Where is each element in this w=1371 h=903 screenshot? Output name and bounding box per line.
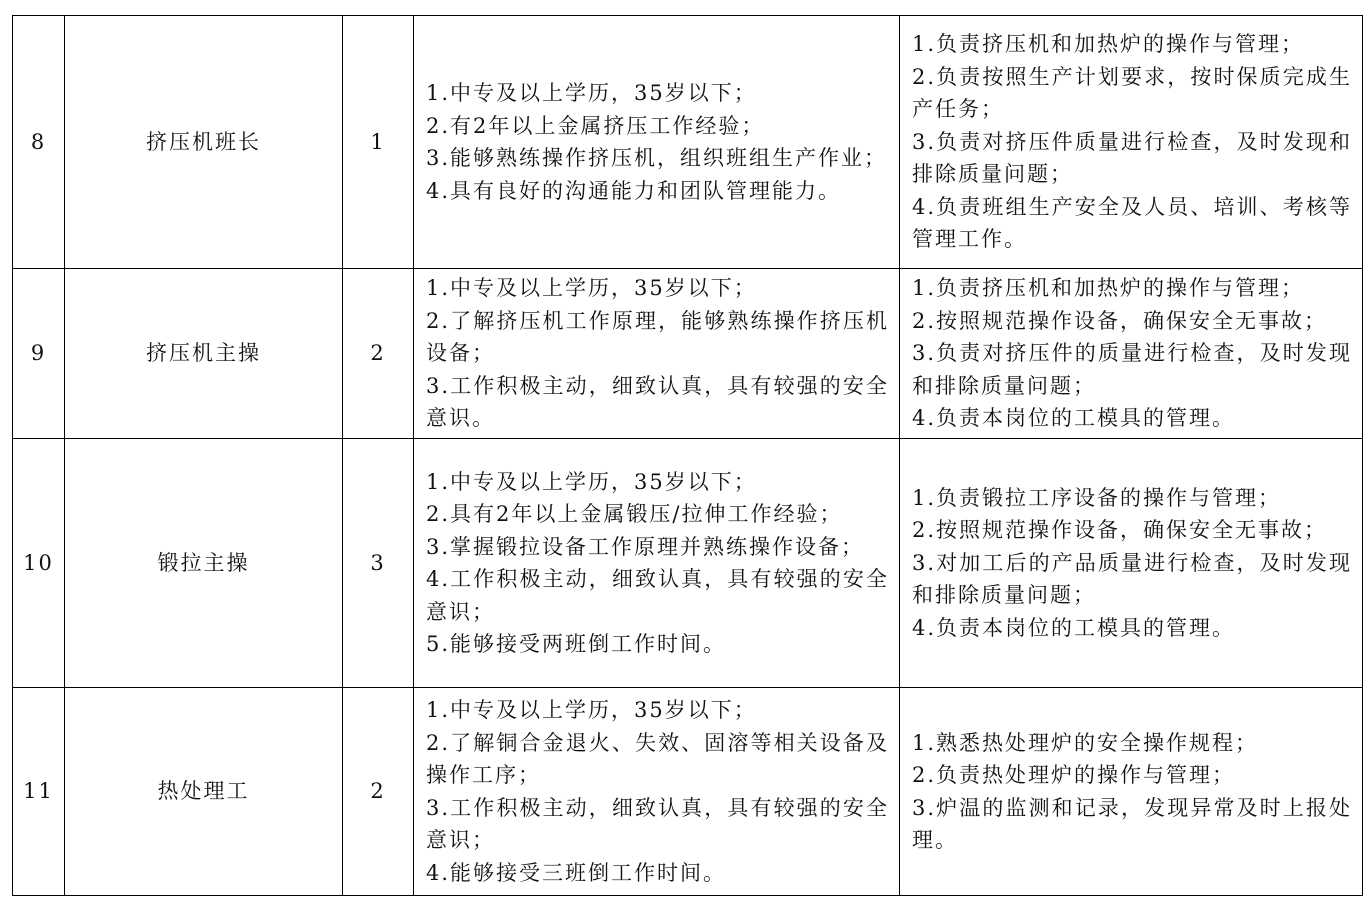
requirements-cell [414,16,900,269]
duty-item: 1.负责锻拉工序设备的操作与管理； [912,485,1282,510]
job-requirements-table [12,15,1363,896]
requirement-item: 3.工作积极主动，细致认真，具有较强的安全意识； [426,795,889,852]
duty-item: 2.按照规范操作设备，确保安全无事故； [912,308,1328,333]
requirements-cell [414,688,900,896]
requirement-item: 1.中专及以上学历，35岁以下； [426,276,757,301]
duties-cell [900,269,1363,439]
requirement-item: 4.能够接受三班倒工作时间。 [426,860,727,885]
table-row [13,688,1363,896]
duty-item: 1.负责挤压机和加热炉的操作与管理； [912,32,1305,57]
duty-item: 2.负责热处理炉的操作与管理； [912,763,1236,787]
row-number: 11 [13,688,65,896]
headcount: 2 [343,269,414,439]
table-row [13,439,1363,688]
duty-item: 2.按照规范操作设备，确保安全无事故； [912,518,1328,543]
table-row [13,16,1363,269]
duties-cell [900,439,1363,688]
requirement-item: 3.工作积极主动，细致认真，具有较强的安全意识。 [426,373,889,431]
duty-item: 3.对加工后的产品质量进行检查，及时发现和排除质量问题； [912,550,1352,608]
requirement-item: 4.具有良好的沟通能力和团队管理能力。 [426,178,842,203]
headcount: 2 [343,688,414,896]
table-body [13,16,1363,896]
headcount: 1 [343,16,414,269]
duty-item: 2.负责按照生产计划要求，按时保质完成生产任务； [912,64,1352,122]
duty-item: 4.负责本岗位的工模具的管理。 [912,406,1236,431]
row-number: 10 [13,439,65,688]
duty-item: 1.熟悉热处理炉的安全操作规程； [912,730,1259,755]
requirements-cell [414,269,900,439]
requirements-cell [414,439,900,688]
duty-item: 3.炉温的监测和记录，发现异常及时上报处理。 [912,795,1352,852]
row-number: 9 [13,269,65,439]
duties-cell [900,16,1363,269]
row-number: 8 [13,16,65,269]
duty-item: 4.负责班组生产安全及人员、培训、考核等管理工作。 [912,194,1352,252]
requirement-item: 3.掌握锻拉设备工作原理并熟练操作设备； [426,534,865,559]
job-table-container [12,15,1363,896]
job-title: 热处理工 [65,688,343,896]
job-title: 挤压机主操 [65,269,343,439]
duty-item: 1.负责挤压机和加热炉的操作与管理； [912,276,1305,301]
table-row [13,269,1363,439]
requirement-item: 1.中专及以上学历，35岁以下； [426,469,757,494]
requirement-item: 2.有2年以上金属挤压工作经验； [426,113,765,138]
duty-item: 3.负责对挤压件质量进行检查，及时发现和排除质量问题； [912,129,1352,187]
headcount: 3 [343,439,414,688]
duties-cell [900,688,1363,896]
requirement-item: 2.了解挤压机工作原理，能够熟练操作挤压机设备； [426,308,889,366]
job-title: 挤压机班长 [65,16,343,269]
requirement-item: 1.中专及以上学历，35岁以下； [426,698,757,722]
requirement-item: 2.了解铜合金退火、失效、固溶等相关设备及操作工序； [426,730,889,787]
requirement-item: 4.工作积极主动，细致认真，具有较强的安全意识； [426,567,889,624]
requirement-item: 5.能够接受两班倒工作时间。 [426,632,727,656]
requirement-item: 1.中专及以上学历，35岁以下； [426,81,757,105]
duty-item: 3.负责对挤压件的质量进行检查，及时发现和排除质量问题； [912,341,1352,398]
job-title: 锻拉主操 [65,439,343,688]
requirement-item: 2.具有2年以上金属锻压/拉伸工作经验； [426,502,843,526]
duty-item: 4.负责本岗位的工模具的管理。 [912,615,1236,640]
requirement-item: 3.能够熟练操作挤压机，组织班组生产作业； [426,146,888,170]
